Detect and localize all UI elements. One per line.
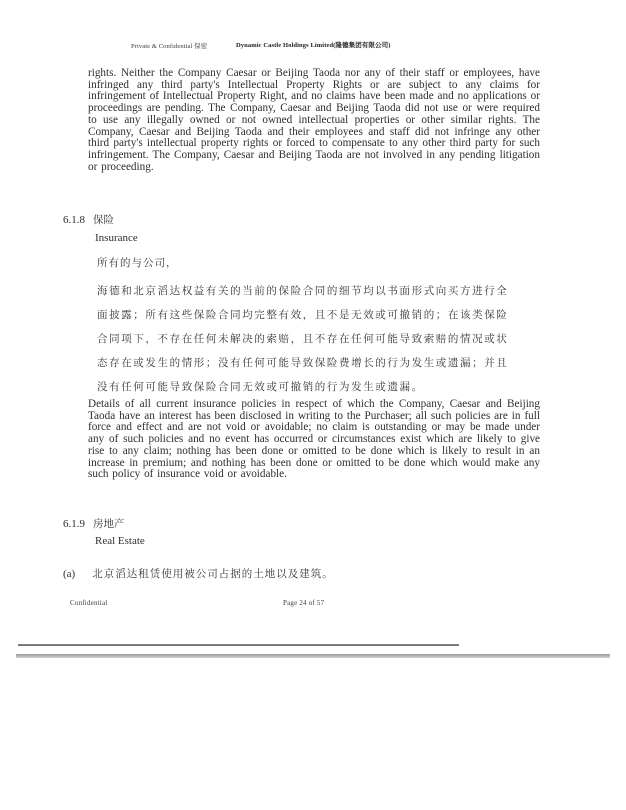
zh-line: 海德和北京滔达权益有关的当前的保险合同的细节均以书面形式向买方进行全 [97,285,509,297]
section-title-zh-618: 保险 [93,214,114,226]
horizontal-rule-bottom [16,654,610,658]
horizontal-rule-top [18,644,459,646]
section-number-619: 6.1.9 [63,518,85,530]
section-title-en-618: Insurance [95,232,138,244]
insurance-intro-zh: 所有的与公司， [97,257,178,269]
footer-page-indicator: Page 24 of 57 [283,599,325,607]
zh-line: 面披露；所有这些保险合同均完整有效，且不是无效或可撤销的；在该类保险 [97,309,509,321]
section-heading-619 [63,516,125,531]
footer-confidential-label: Confidential [70,599,108,607]
section-heading-618 [63,212,114,227]
item-a-label: (a) [63,568,76,580]
item-a-text: 北京滔达租赁使用被公司占据的土地以及建筑。 [92,568,334,580]
real-estate-item-a [63,564,334,582]
section-number-618: 6.1.8 [63,214,85,226]
zh-line: 没有任何可能导致保险合同无效或可撤销的行为发生或遗漏。 [97,381,424,393]
paragraph-intellectual-property: rights. Neither the Company Caesar or Beijing Taoda nor any of their staff or employees, have infringed any third party's Intellectual Property Rights or are subject to any claims for infringement of Intellectual Property Right, and no claims have been made and no applications or proceedings are pending. The Company, Caesar and Beijing Taoda did not use or were required to use any illegally owned or not owned intellectual properties or other similar rights. The Company, Caesar and Beijing Taoda and their employees and staff did not infringe any other third party's intellectual property rights or forced to compensate to any other third party for such infringement. The Company, Caesar and Beijing Taoda are not involved in any pending litigation or proceeding. [88,67,540,173]
header-confidential-label: Private & Confidential 保密 [131,43,208,50]
zh-line: 合同项下，不存在任何未解决的索赔，且不存在任何可能导致索赔的情况或状 [97,333,509,345]
section-title-zh-619: 房地产 [93,518,125,530]
insurance-paragraph-en: Details of all current insurance policies in respect of which the Company, Caesar and Beijing Taoda have an interest has been disclosed in writing to the Purchaser; all such policies are in full force and effect and are not void or avoidable; no claim is outstanding or may be made under any of such policies and no event has occurred or circumstances exist which are likely to give rise to any claim; nothing has been done or omitted to be done which is likely to result in an increase in premium; and nothing has been done or omitted to be done which would make any such policy of insurance void or avoidable. [88,398,540,481]
header-company-name: Dynamic Castle Holdings Limited(隆德集团有限公司) [236,42,391,49]
section-title-en-619: Real Estate [95,535,145,547]
insurance-paragraph-zh [97,279,508,399]
zh-line: 态存在或发生的情形；没有任何可能导致保险费增长的行为发生或遗漏；并且 [97,357,509,369]
